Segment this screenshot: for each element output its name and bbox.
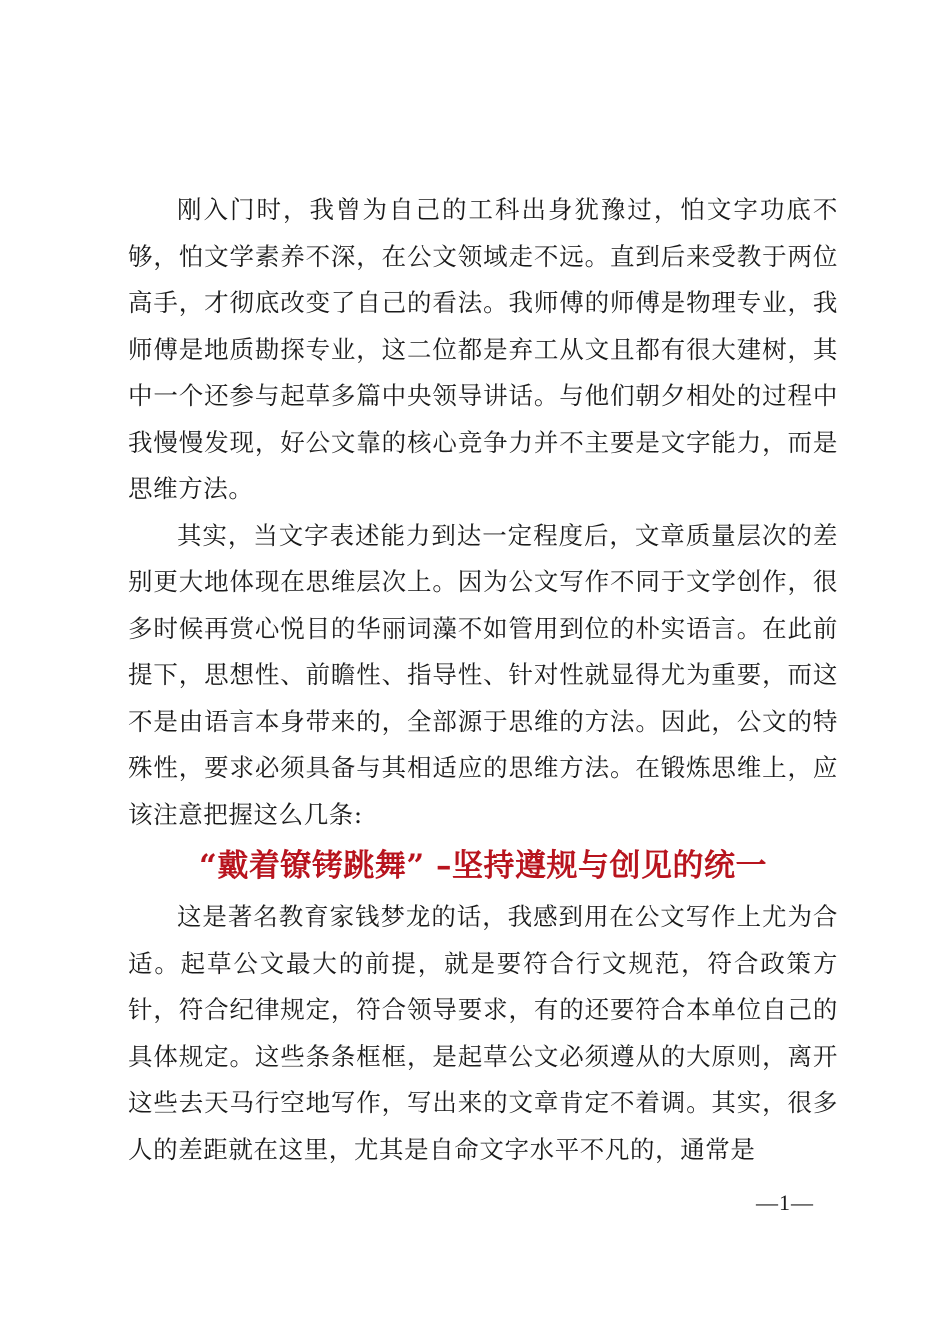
body-paragraph-3: 这是著名教育家钱梦龙的话，我感到用在公文写作上尤为合适。起草公文最大的前提，就是要符合行文规范，符合政策方针，符合纪律规定，符合领导要求，有的还要符合本单位自己的具体规定。这些条条框框，是起草公文必须遵从的大原则，离开这些去天马行空地写作，写出来的文章肯定不着调。其实，很多人的差距就在这里，尤其是自命文字水平不凡的，通常是	[128, 902, 838, 1164]
document-body	[128, 187, 838, 1173]
page-number: —1—	[756, 1190, 814, 1215]
body-paragraph-2: 其实，当文字表述能力到达一定程度后，文章质量层次的差别更大地体现在思维层次上。因为公文写作不同于文学创作，很多时候再赏心悦目的华丽词藻不如管用到位的朴实语言。在此前提下，思想性、前瞻性、指导性、针对性就显得尤为重要，而这不是由语言本身带来的，全部源于思维的方法。因此，公文的特殊性，要求必须具备与其相适应的思维方法。在锻炼思维上，应该注意把握这么几条:	[128, 520, 838, 829]
section-heading: “戴着镣铐跳舞” –坚持遵规与创见的统一	[199, 848, 767, 884]
body-paragraph-1: 刚入门时，我曾为自己的工科出身犹豫过，怕文字功底不够，怕文学素养不深，在公文领域走不远。直到后来受教于两位高手，才彻底改变了自己的看法。我师傅的师傅是物理专业，我师傅是地质勘探专业，这二位都是弃工从文且都有很大建树，其中一个还参与起草多篇中央领导讲话。与他们朝夕相处的过程中我慢慢发现，好公文靠的核心竞争力并不主要是文字能力，而是思维方法。	[128, 195, 838, 503]
